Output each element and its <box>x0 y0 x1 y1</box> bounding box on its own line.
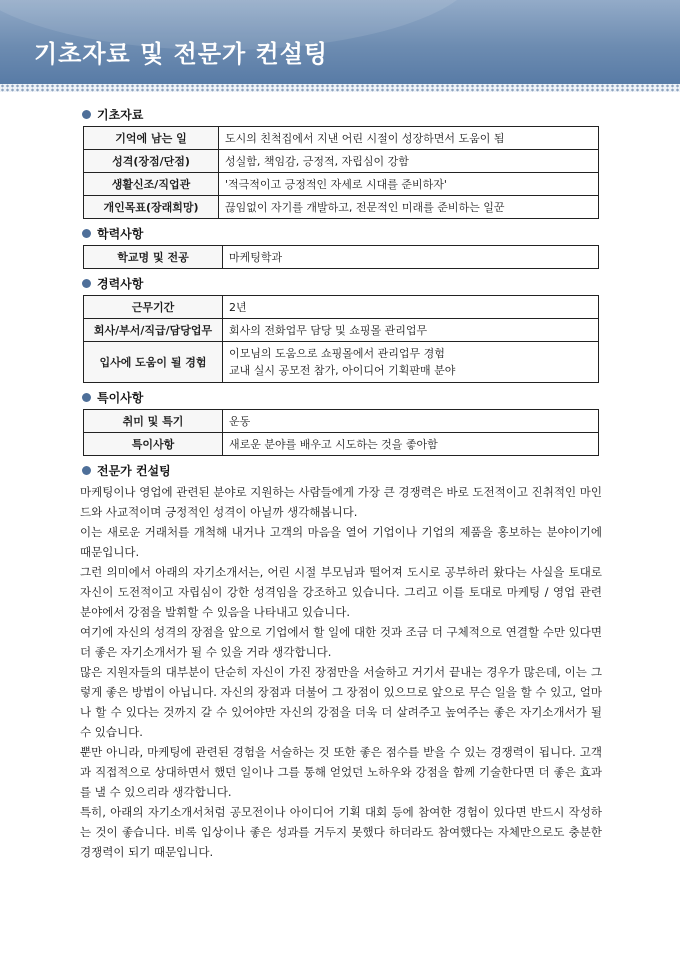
table-row <box>84 410 599 433</box>
table-row <box>84 196 599 219</box>
row-label: 근무기간 <box>84 296 223 319</box>
section-consulting-heading <box>80 460 600 480</box>
section-special-title: 특이사항 <box>97 390 144 405</box>
table-row <box>84 173 599 196</box>
row-label: 성격(장점/단점) <box>84 150 219 173</box>
table-row <box>84 296 599 319</box>
paragraph: 그런 의미에서 아래의 자기소개서는, 어린 시절 부모님과 떨어져 도시로 공부하러 왔다는 사실을 토대로 자신이 도전적이고 자립심이 강한 성격임을 강조하고 있습니다. 그리고 이를 토대로 마케팅 / 영업 관련 분야에서 강점을 발휘할 수 있음을 나타내고 있습니다. <box>80 565 602 619</box>
table-row <box>84 319 599 342</box>
row-label: 개인목표(장래희망) <box>84 196 219 219</box>
paragraph: 여기에 자신의 성격의 장점을 앞으로 기업에서 할 일에 대한 것과 조금 더 구체적으로 연결할 수만 있다면 더 좋은 자기소개서가 될 수 있을 거라 생각합니다. <box>80 625 602 659</box>
table-row <box>84 433 599 456</box>
consulting-text <box>80 482 602 862</box>
table-row <box>84 342 599 383</box>
row-value: '적극적이고 긍정적인 자세로 시대를 준비하자' <box>219 173 599 196</box>
table-row <box>84 246 599 269</box>
help-line-1: 이모님의 도움으로 쇼핑몰에서 관리업무 경험 <box>229 347 445 360</box>
row-value: 도시의 친척집에서 지낸 어린 시절이 성장하면서 도움이 됨 <box>219 127 599 150</box>
bullet-icon <box>82 229 91 238</box>
row-label: 취미 및 특기 <box>84 410 223 433</box>
section-career-heading <box>80 273 600 293</box>
table-row <box>84 127 599 150</box>
education-table <box>83 245 599 269</box>
page-title: 기초자료 및 전문가 컨설팅 <box>34 40 329 68</box>
section-consulting-title: 전문가 컨설팅 <box>97 463 171 478</box>
bullet-icon <box>82 110 91 119</box>
section-basic-heading <box>80 104 600 124</box>
row-value: 회사의 전화업무 담당 및 쇼핑몰 관리업무 <box>223 319 599 342</box>
row-label: 기억에 남는 일 <box>84 127 219 150</box>
paragraph: 특히, 아래의 자기소개서처럼 공모전이나 아이디어 기획 대회 등에 참여한 경험이 있다면 반드시 작성하는 것이 좋습니다. 비록 입상이나 좋은 성과를 거두지 못했다 하더라도 참여했다는 자체만으로도 충분한 경쟁력이 되기 때문입니다. <box>80 805 602 859</box>
help-line-2: 교내 실시 공모전 참가, 아이디어 기획판매 분야 <box>229 364 456 377</box>
paragraph: 마케팅이나 영업에 관련된 분야로 지원하는 사람들에게 가장 큰 경쟁력은 바로 도전적이고 진취적인 마인드와 사교적이며 긍정적인 성격이 아닐까 생각해봅니다. <box>80 485 602 519</box>
row-value: 운동 <box>223 410 599 433</box>
section-special-heading <box>80 387 600 407</box>
row-label: 회사/부서/직급/담당업무 <box>84 319 223 342</box>
paragraph: 뿐만 아니라, 마케팅에 관련된 경험을 서술하는 것 또한 좋은 점수를 받을 수 있는 경쟁력이 됩니다. 고객과 직접적으로 상대하면서 했던 일이나 그를 통해 얻었던 노하우와 강점을 함께 기술한다면 더 좋은 효과를 낼 수 있으리라 생각합니다. <box>80 745 602 799</box>
basic-info-table <box>83 126 599 219</box>
row-label: 학교명 및 전공 <box>84 246 223 269</box>
section-education-title: 학력사항 <box>97 226 144 241</box>
bullet-icon <box>82 279 91 288</box>
document-body <box>80 100 600 862</box>
section-career-title: 경력사항 <box>97 276 144 291</box>
career-table <box>83 295 599 383</box>
bullet-icon <box>82 466 91 475</box>
row-label: 생활신조/직업관 <box>84 173 219 196</box>
row-value: 끊임없이 자기를 개발하고, 전문적인 미래를 준비하는 일꾼 <box>219 196 599 219</box>
row-value: 마케팅학과 <box>223 246 599 269</box>
bullet-icon <box>82 393 91 402</box>
table-row <box>84 150 599 173</box>
header-dot-strip <box>0 84 680 92</box>
paragraph: 많은 지원자들의 대부분이 단순히 자신이 가진 장점만을 서술하고 거기서 끝내는 경우가 많은데, 이는 그렇게 좋은 방법이 아닙니다. 자신의 장점과 더불어 그 장점이 있으므로 앞으로 무슨 일을 할 수 있고, 얼마나 할 수 있다는 것까지 갈 수 있어야만 자신의 강점을 더욱 더 살려주고 높여주는 좋은 자기소개서가 될 수 있습니다. <box>80 665 602 739</box>
page-header <box>0 0 680 84</box>
section-education-heading <box>80 223 600 243</box>
section-basic-title: 기초자료 <box>97 107 144 122</box>
special-table <box>83 409 599 456</box>
row-label: 입사에 도움이 될 경험 <box>84 342 223 383</box>
paragraph: 이는 새로운 거래처를 개척해 내거나 고객의 마음을 열어 기업이나 기업의 제품을 홍보하는 분야이기에 때문입니다. <box>80 525 602 559</box>
row-value <box>223 342 599 383</box>
row-value: 새로운 분야를 배우고 시도하는 것을 좋아함 <box>223 433 599 456</box>
row-value: 성실함, 책임감, 긍정적, 자립심이 강함 <box>219 150 599 173</box>
row-value: 2년 <box>223 296 599 319</box>
row-label: 특이사항 <box>84 433 223 456</box>
